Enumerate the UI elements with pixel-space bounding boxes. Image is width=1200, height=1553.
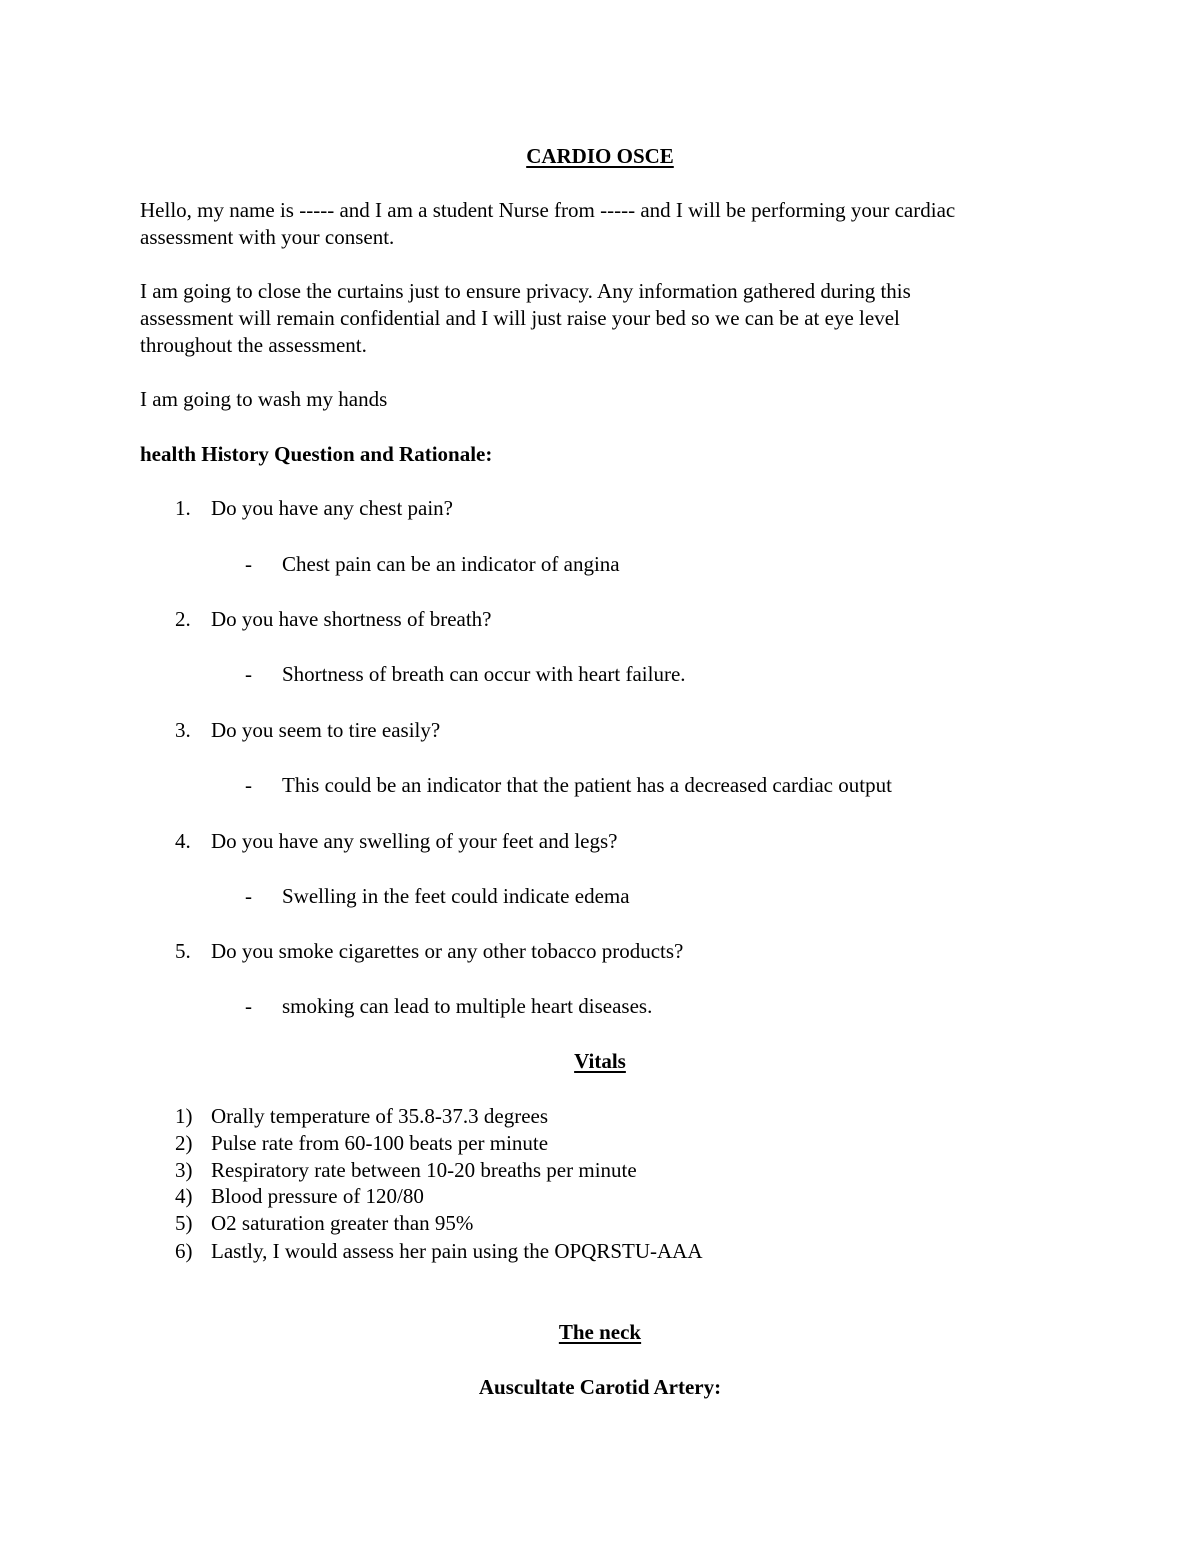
vital-text: Pulse rate from 60-100 beats per minute xyxy=(211,1131,549,1155)
question-number: 5. xyxy=(175,939,191,963)
intro-paragraph xyxy=(140,197,1070,251)
wash-hands-text: I am going to wash my hands xyxy=(140,387,388,411)
vital-number: 6) xyxy=(175,1239,193,1263)
rationale-dash: - xyxy=(245,552,252,576)
question-number: 1. xyxy=(175,496,191,520)
vital-number: 1) xyxy=(175,1104,193,1128)
vital-text: Respiratory rate between 10-20 breaths per minute xyxy=(211,1158,637,1182)
neck-heading: The neck xyxy=(558,1320,642,1344)
wash-hands-paragraph xyxy=(140,386,1070,413)
question-text: Do you seem to tire easily? xyxy=(211,718,441,742)
vitals-heading: Vitals xyxy=(574,1049,626,1073)
question-text: Do you smoke cigarettes or any other tobacco products? xyxy=(211,939,684,963)
question-number: 4. xyxy=(175,829,191,853)
vital-number: 2) xyxy=(175,1131,193,1155)
question-number: 3. xyxy=(175,718,191,742)
question-number: 2. xyxy=(175,607,191,631)
rationale-dash: - xyxy=(245,884,252,908)
rationale-text: This could be an indicator that the patient has a decreased cardiac output xyxy=(282,773,892,797)
rationale-dash: - xyxy=(245,773,252,797)
rationale-text: Shortness of breath can occur with heart failure. xyxy=(282,662,686,686)
vital-text: Orally temperature of 35.8-37.3 degrees xyxy=(211,1104,549,1128)
privacy-line: assessment will remain confidential and I will just raise your bed so we can be at eye level xyxy=(140,306,900,330)
privacy-line: throughout the assessment. xyxy=(140,333,367,357)
rationale-dash: - xyxy=(245,662,252,686)
question-text: Do you have shortness of breath? xyxy=(211,607,492,631)
rationale-dash: - xyxy=(245,994,252,1018)
document-title: CARDIO OSCE xyxy=(526,144,674,168)
vital-number: 4) xyxy=(175,1184,193,1208)
question-text: Do you have any swelling of your feet and legs? xyxy=(211,829,618,853)
privacy-line: I am going to close the curtains just to ensure privacy. Any information gathered during this xyxy=(140,279,911,303)
carotid-heading: Auscultate Carotid Artery: xyxy=(478,1375,722,1399)
rationale-text: Swelling in the feet could indicate edema xyxy=(282,884,630,908)
vital-number: 3) xyxy=(175,1158,193,1182)
history-heading: health History Question and Rationale: xyxy=(140,442,493,466)
vital-text: O2 saturation greater than 95% xyxy=(211,1211,474,1235)
vital-number: 5) xyxy=(175,1211,193,1235)
intro-line: Hello, my name is ----- and I am a student Nurse from ----- and I will be performing your cardiac xyxy=(140,198,956,222)
rationale-text: smoking can lead to multiple heart diseases. xyxy=(282,994,653,1018)
intro-line: assessment with your consent. xyxy=(140,225,395,249)
rationale-text: Chest pain can be an indicator of angina xyxy=(282,552,620,576)
vital-text: Lastly, I would assess her pain using the OPQRSTU-AAA xyxy=(211,1239,703,1263)
privacy-paragraph xyxy=(140,278,1070,359)
question-text: Do you have any chest pain? xyxy=(211,496,454,520)
vital-text: Blood pressure of 120/80 xyxy=(211,1184,424,1208)
